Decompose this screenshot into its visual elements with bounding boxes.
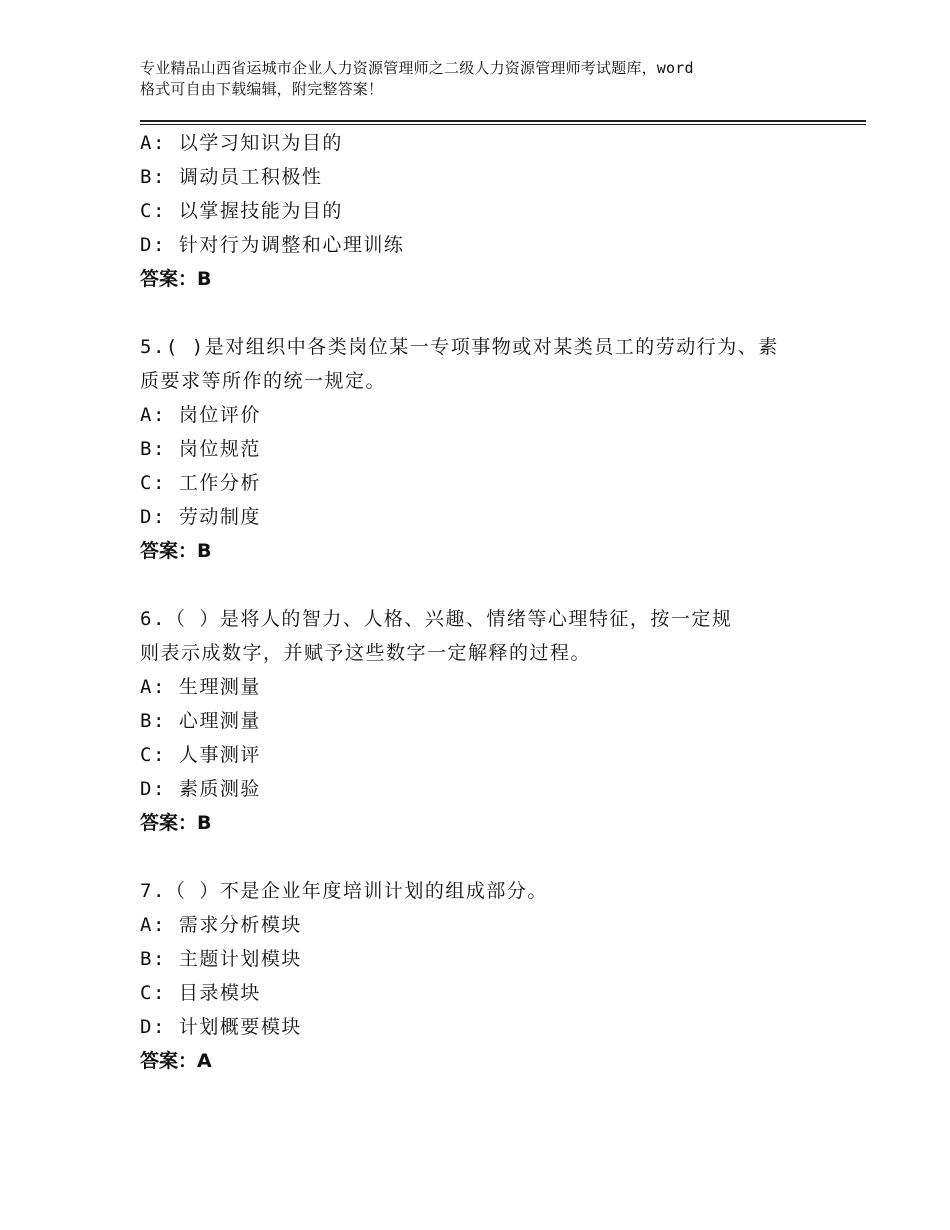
question-stem-line: 则表示成数字，并赋予这些数字一定解释的过程。: [140, 642, 592, 664]
option-b: B: 心理测量: [140, 710, 261, 732]
question-stem-line: 质要求等所作的统一规定。: [140, 370, 387, 392]
spacer: [140, 568, 840, 602]
option-c: C: 工作分析: [140, 472, 261, 494]
question-6-block: [140, 602, 840, 840]
option-d: D: 素质测验: [140, 778, 261, 800]
question-7-block: [140, 874, 840, 1078]
question-stem-line: 7.（ ）不是企业年度培训计划的组成部分。: [140, 880, 548, 902]
question-4-block: [140, 126, 840, 296]
header-line-2: 格式可自由下载编辑，附完整答案！: [140, 80, 384, 98]
option-b: B: 岗位规范: [140, 438, 261, 460]
option-d: D: 计划概要模块: [140, 1016, 302, 1038]
question-stem-line: 6.（ ）是将人的智力、人格、兴趣、情绪等心理特征，按一定规: [140, 608, 733, 630]
spacer: [140, 840, 840, 874]
option-a: A: 岗位评价: [140, 404, 261, 426]
option-a: A: 生理测量: [140, 676, 261, 698]
header-rule-thin: [140, 124, 866, 125]
answer-line: 答案：B: [140, 812, 212, 834]
option-b: B: 调动员工积极性: [140, 166, 323, 188]
option-a: A: 需求分析模块: [140, 914, 302, 936]
option-b: B: 主题计划模块: [140, 948, 302, 970]
question-5-block: [140, 330, 840, 568]
question-list: [140, 126, 840, 1078]
answer-line: 答案：B: [140, 268, 212, 290]
header-line-1: 专业精品山西省运城市企业人力资源管理师之二级人力资源管理师考试题库，word: [140, 59, 694, 77]
option-a: A: 以学习知识为目的: [140, 132, 343, 154]
option-c: C: 人事测评: [140, 744, 261, 766]
document-header: [140, 58, 840, 100]
question-stem-line: 5.( )是对组织中各类岗位某一专项事物或对某类员工的劳动行为、素: [140, 336, 779, 358]
option-c: C: 目录模块: [140, 982, 261, 1004]
answer-line: 答案：B: [140, 540, 212, 562]
spacer: [140, 296, 840, 330]
option-c: C: 以掌握技能为目的: [140, 200, 343, 222]
header-rule-thick: [140, 120, 866, 122]
option-d: D: 针对行为调整和心理训练: [140, 234, 405, 256]
answer-line: 答案：A: [140, 1050, 212, 1072]
option-d: D: 劳动制度: [140, 506, 261, 528]
